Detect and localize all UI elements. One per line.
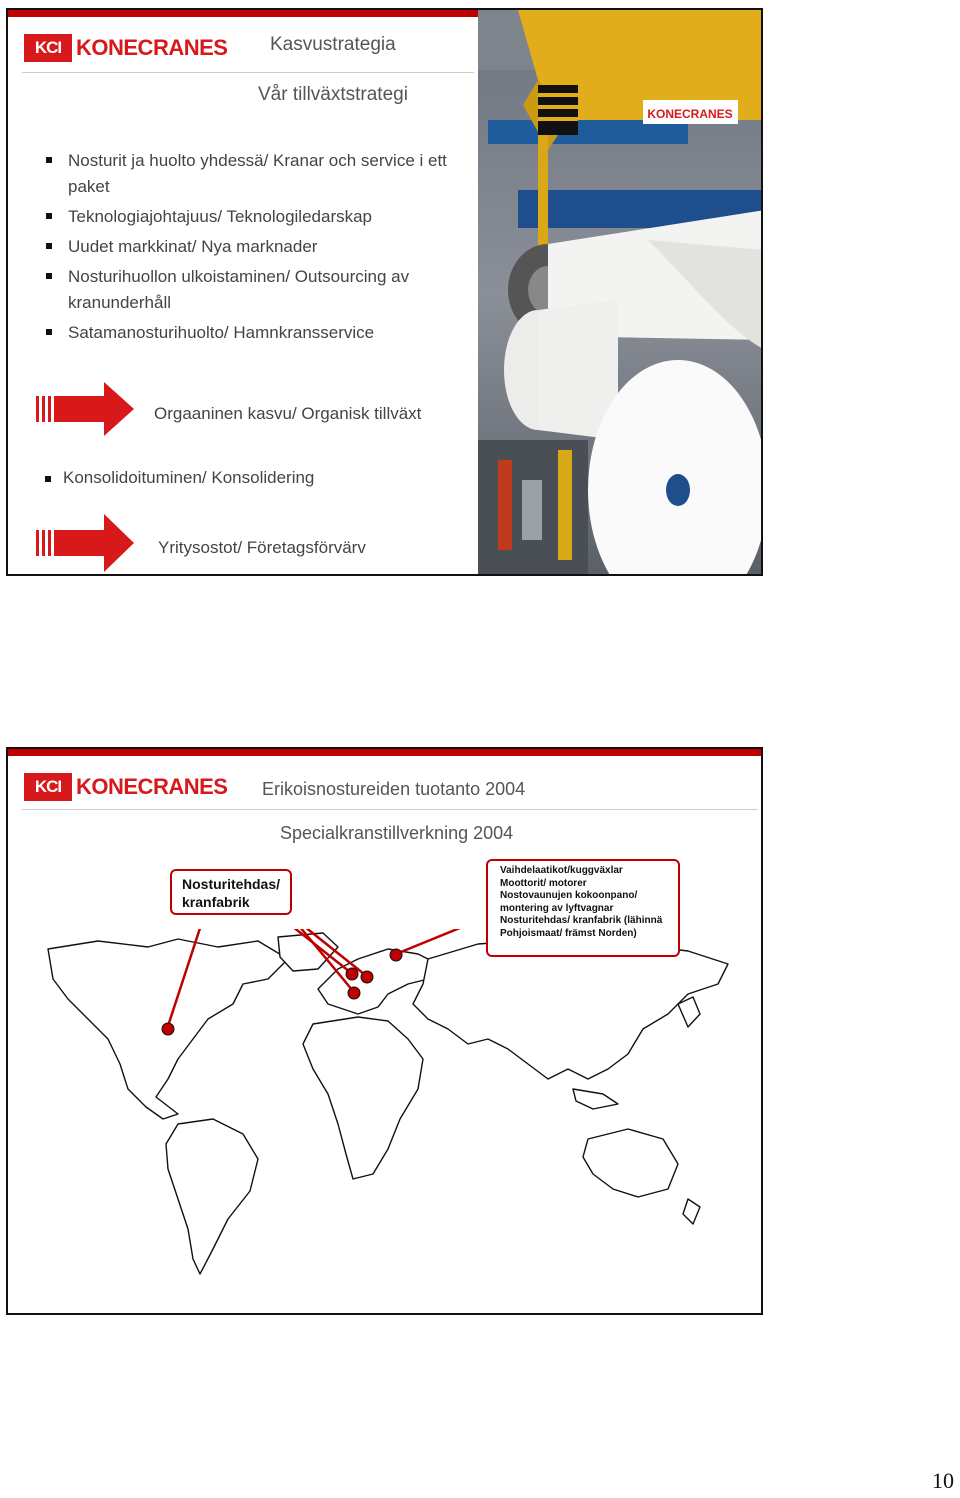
logo-mark: KCI xyxy=(24,34,72,62)
hazard-stripes xyxy=(538,85,578,135)
acquisitions-label: Yritysostot/ Företagsförvärv xyxy=(158,538,366,557)
konecranes-logo xyxy=(24,773,227,801)
list-item: Teknologiajohtajuus/ Teknologiledarskap xyxy=(46,204,466,230)
slide-subtitle: Specialkranstillverkning 2004 xyxy=(280,823,514,843)
slide-special-crane-production xyxy=(6,747,763,1315)
consolidation-bullet: Konsolidoituminen/ Konsolidering xyxy=(63,468,315,487)
logo-text: KONECRANES xyxy=(76,35,228,60)
konecranes-logo xyxy=(24,34,227,62)
logo-text: KONECRANES xyxy=(76,774,228,799)
factory-legend-box xyxy=(170,869,292,915)
continent-australia xyxy=(583,1129,678,1197)
list-item: Nosturitehdas/ kranfabrik (lähinnä xyxy=(500,915,663,926)
island-new-zealand xyxy=(683,1199,700,1224)
list-item: montering av lyftvagnar xyxy=(500,902,614,914)
factory-marker-finland xyxy=(390,949,402,961)
paper-mill-crane-photo xyxy=(478,10,763,576)
factory-label-line-2: kranfabrik xyxy=(182,894,250,910)
factory-marker-usa xyxy=(162,1023,174,1035)
slide-title: Kasvustrategia xyxy=(270,34,396,55)
list-item: Moottorit/ motorer xyxy=(500,877,587,889)
list-item: Uudet markkinat/ Nya marknader xyxy=(46,234,466,260)
divider xyxy=(22,72,474,73)
red-arrow-icon xyxy=(36,512,136,574)
list-item: Satamanosturihuolto/ Hamnkransservice xyxy=(46,320,466,346)
crane-sign-text: KONECRANES xyxy=(647,107,733,121)
continent-africa xyxy=(303,1017,423,1179)
slide-title: Erikoisnostureiden tuotanto 2004 xyxy=(262,779,526,799)
top-accent-bar xyxy=(8,10,478,17)
factory-marker-germany xyxy=(346,968,358,980)
strategy-bullet-list xyxy=(46,148,466,350)
slide-growth-strategy xyxy=(6,8,763,576)
divider xyxy=(22,809,758,810)
factory-label-line-1: Nosturitehdas/ xyxy=(182,876,281,892)
list-item: Nosturihuollon ulkoistaminen/ Outsourcing av kranunderhåll xyxy=(46,264,466,316)
factory-marker-germany-2 xyxy=(361,971,373,983)
continent-south-america xyxy=(166,1119,258,1274)
world-map xyxy=(28,929,748,1309)
list-item: Vaihdelaatikot/kuggväxlar xyxy=(500,865,623,876)
list-item: Pohjoismaat/ främst Norden) xyxy=(500,927,637,939)
red-arrow-icon xyxy=(36,380,136,438)
factory-marker-italy xyxy=(348,987,360,999)
list-item: Nosturit ja huolto yhdessä/ Kranar och service i ett paket xyxy=(46,148,466,200)
slide-subtitle: Vår tillväxtstrategi xyxy=(258,84,408,105)
list-item: Nostovaunujen kokoonpano/ xyxy=(500,890,638,901)
top-accent-bar xyxy=(8,749,763,756)
logo-mark: KCI xyxy=(24,773,72,801)
organic-growth-label: Orgaaninen kasvu/ Organisk tillväxt xyxy=(154,404,422,423)
island-indonesia xyxy=(573,1089,618,1109)
products-legend-box xyxy=(486,859,680,957)
page-number: 10 xyxy=(932,1468,954,1493)
